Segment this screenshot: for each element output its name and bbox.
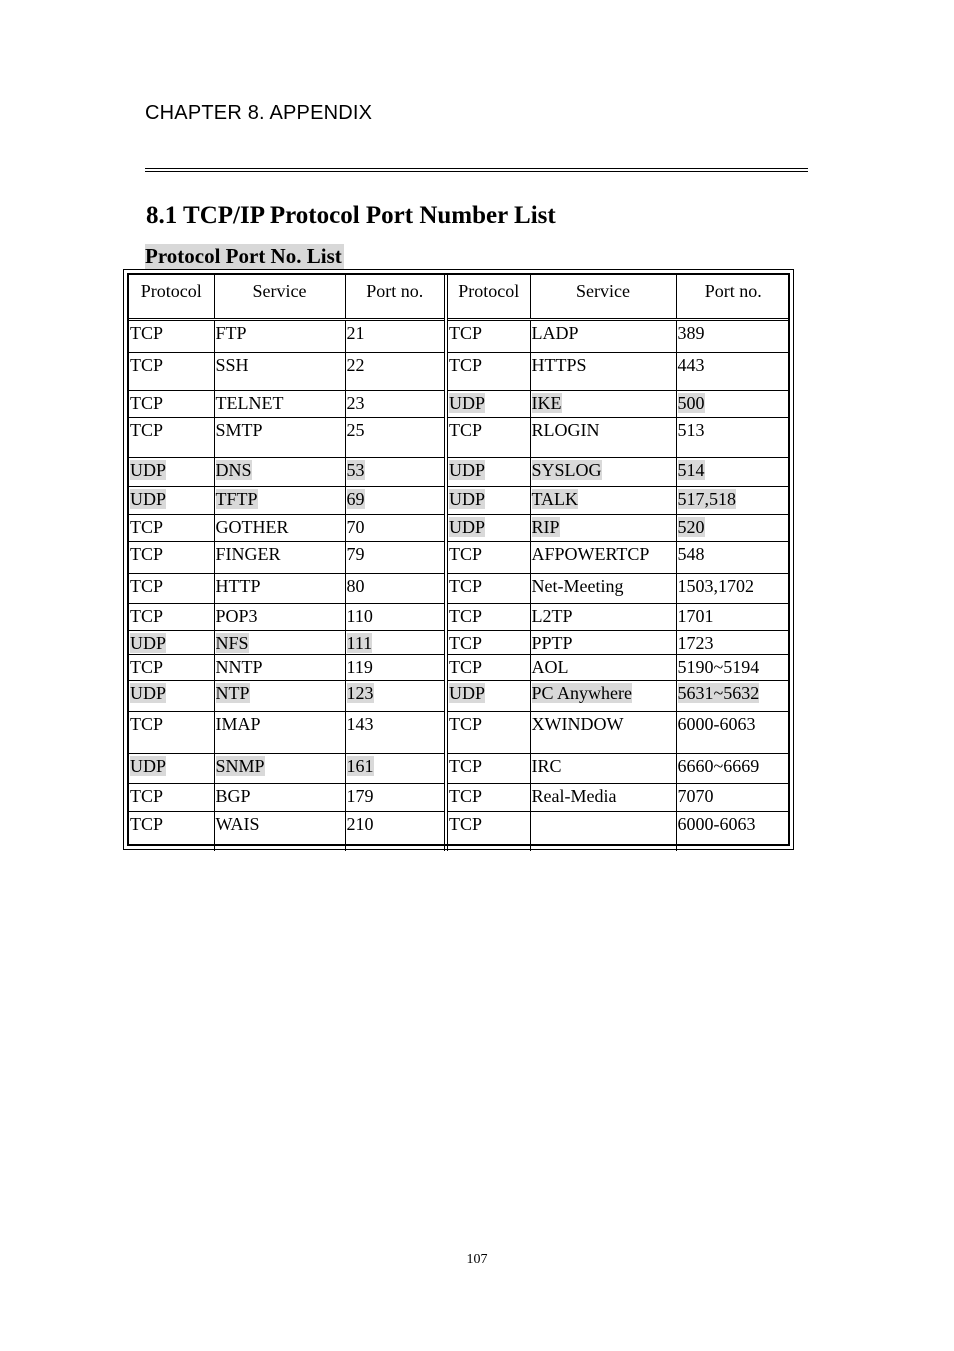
table-cell (530, 514, 676, 541)
table-row (129, 603, 790, 630)
table-cell (214, 711, 345, 753)
table-row (129, 783, 790, 811)
table-cell (530, 352, 676, 390)
table-cell (676, 319, 790, 352)
table-caption: Protocol Port No. List (145, 244, 342, 268)
cell-text: RIP (531, 516, 560, 537)
table-cell (676, 417, 790, 457)
table-cell (446, 603, 530, 630)
table-cell (129, 630, 214, 654)
cell-text: NTP (215, 682, 250, 703)
table-row (129, 319, 790, 352)
port-table-frame (123, 269, 794, 850)
cell-text: 79 (346, 543, 365, 564)
cell-text: 520 (677, 516, 705, 537)
table-cell (345, 541, 446, 573)
cell-text: UDP (449, 392, 486, 413)
table-cell (214, 417, 345, 457)
table-cell (676, 352, 790, 390)
table-cell (676, 486, 790, 514)
cell-text: 6660~6669 (677, 755, 760, 776)
section-title: 8.1 TCP/IP Protocol Port Number List (146, 202, 556, 229)
table-cell (214, 811, 345, 851)
table-cell (345, 603, 446, 630)
cell-text: 548 (677, 543, 705, 564)
table-cell (530, 711, 676, 753)
cell-text: 23 (346, 392, 365, 413)
cell-text: 500 (677, 392, 705, 413)
cell-text: 514 (677, 459, 705, 480)
cell-text: UDP (449, 459, 486, 480)
cell-text: TCP (130, 543, 164, 564)
cell-text: DNS (215, 459, 252, 480)
table-cell (129, 417, 214, 457)
cell-text: TCP (130, 354, 164, 375)
table-row (129, 390, 790, 417)
table-row (129, 486, 790, 514)
table-row (129, 654, 790, 680)
cell-text: TALK (531, 488, 579, 509)
cell-text: 143 (346, 713, 374, 734)
table-cell (214, 352, 345, 390)
cell-text: 69 (346, 488, 365, 509)
cell-text: UDP (130, 488, 167, 509)
table-cell (530, 417, 676, 457)
table-cell (345, 711, 446, 753)
table-cell (446, 417, 530, 457)
table-cell (129, 573, 214, 603)
cell-text: TCP (449, 785, 483, 806)
port-number-table (129, 275, 790, 851)
table-cell (530, 541, 676, 573)
cell-text: 513 (677, 419, 705, 440)
table-cell (345, 753, 446, 783)
table-cell (446, 541, 530, 573)
cell-text: POP3 (215, 605, 258, 626)
table-cell (214, 654, 345, 680)
cell-text: 80 (346, 575, 365, 596)
cell-text: TCP (130, 813, 164, 834)
table-cell (129, 680, 214, 711)
table-cell (214, 514, 345, 541)
cell-text: 25 (346, 419, 365, 440)
table-cell (446, 630, 530, 654)
table-cell (129, 811, 214, 851)
table-cell (676, 783, 790, 811)
table-cell (345, 680, 446, 711)
table-row (129, 352, 790, 390)
cell-text: 21 (346, 322, 365, 343)
table-row (129, 514, 790, 541)
table-cell (446, 390, 530, 417)
cell-text: 1701 (677, 605, 714, 626)
table-cell (214, 541, 345, 573)
table-row (129, 811, 790, 851)
cell-text: 110 (346, 605, 373, 626)
cell-text: 1723 (677, 632, 714, 653)
table-cell (446, 680, 530, 711)
table-cell (129, 486, 214, 514)
cell-text: LADP (531, 322, 579, 343)
table-cell (129, 654, 214, 680)
table-cell (129, 457, 214, 486)
cell-text: TCP (130, 575, 164, 596)
table-cell (345, 457, 446, 486)
cell-text: HTTPS (531, 354, 587, 375)
cell-text: 6000-6063 (677, 813, 756, 834)
cell-text: 119 (346, 656, 373, 677)
table-cell (214, 783, 345, 811)
table-row (129, 417, 790, 457)
cell-text: UDP (130, 459, 167, 480)
table-cell (446, 514, 530, 541)
table-cell (214, 603, 345, 630)
table-cell (530, 603, 676, 630)
table-cell (676, 390, 790, 417)
cell-text: NNTP (215, 656, 263, 677)
table-cell (676, 457, 790, 486)
table-cell (676, 711, 790, 753)
table-cell (345, 390, 446, 417)
table-cell (446, 654, 530, 680)
cell-text: UDP (130, 682, 167, 703)
table-cell (129, 603, 214, 630)
table-cell (345, 654, 446, 680)
table-cell (446, 486, 530, 514)
table-cell (345, 630, 446, 654)
cell-text: TELNET (215, 392, 284, 413)
table-cell (530, 811, 676, 851)
cell-text: TCP (449, 713, 483, 734)
cell-text: UDP (449, 682, 486, 703)
table-cell (345, 811, 446, 851)
chapter-header: CHAPTER 8. APPENDIX (145, 102, 373, 124)
cell-text: TCP (449, 813, 483, 834)
table-cell (129, 711, 214, 753)
table-cell (446, 319, 530, 352)
column-header: Port no. (676, 275, 790, 319)
cell-text: Net-Meeting (531, 575, 624, 596)
table-cell (446, 352, 530, 390)
cell-text: 443 (677, 354, 705, 375)
cell-text: SNMP (215, 755, 265, 776)
table-row (129, 541, 790, 573)
table-cell (214, 630, 345, 654)
table-cell (214, 753, 345, 783)
header-rule-top (145, 168, 808, 169)
cell-text: 389 (677, 322, 705, 343)
cell-text: 517,518 (677, 488, 736, 509)
cell-text: UDP (130, 632, 167, 653)
column-header: Port no. (345, 275, 446, 319)
cell-text: TCP (130, 713, 164, 734)
cell-text: NFS (215, 632, 249, 653)
table-cell (214, 390, 345, 417)
table-cell (530, 319, 676, 352)
cell-text: SMTP (215, 419, 263, 440)
table-cell (676, 811, 790, 851)
cell-text: SSH (215, 354, 249, 375)
table-cell (530, 390, 676, 417)
page-number: 107 (466, 1252, 488, 1267)
table-cell (676, 753, 790, 783)
table-row (129, 753, 790, 783)
table-cell (214, 573, 345, 603)
table-cell (530, 654, 676, 680)
cell-text: 5190~5194 (677, 656, 760, 677)
table-cell (676, 654, 790, 680)
table-cell (129, 319, 214, 352)
cell-text: IRC (531, 755, 562, 776)
cell-text: AFPOWERTCP (531, 543, 650, 564)
cell-text: 123 (346, 682, 374, 703)
table-cell (446, 457, 530, 486)
cell-text: UDP (449, 488, 486, 509)
cell-text: 179 (346, 785, 374, 806)
table-cell (446, 573, 530, 603)
table-cell (345, 352, 446, 390)
table-cell (676, 541, 790, 573)
table-cell (530, 630, 676, 654)
cell-text: TCP (449, 543, 483, 564)
table-row (129, 573, 790, 603)
column-header: Protocol (446, 275, 530, 319)
cell-text: TCP (449, 322, 483, 343)
cell-text: PPTP (531, 632, 573, 653)
table-cell (345, 319, 446, 352)
cell-text: TCP (130, 516, 164, 537)
cell-text: TCP (449, 575, 483, 596)
cell-text: SYSLOG (531, 459, 602, 480)
cell-text: 6000-6063 (677, 713, 756, 734)
table-cell (345, 417, 446, 457)
cell-text: TCP (130, 785, 164, 806)
cell-text: 7070 (677, 785, 714, 806)
table-cell (129, 753, 214, 783)
cell-text: FTP (215, 322, 247, 343)
cell-text: TCP (449, 755, 483, 776)
cell-text: 70 (346, 516, 365, 537)
table-cell (676, 603, 790, 630)
table-cell (530, 457, 676, 486)
table-row (129, 711, 790, 753)
cell-text: TFTP (215, 488, 258, 509)
table-cell (129, 352, 214, 390)
cell-text: 111 (346, 632, 373, 653)
cell-text: RLOGIN (531, 419, 600, 440)
cell-text: Real-Media (531, 785, 617, 806)
table-row (129, 680, 790, 711)
cell-text: TCP (130, 656, 164, 677)
cell-text: IMAP (215, 713, 261, 734)
table-cell (345, 514, 446, 541)
column-header: Service (530, 275, 676, 319)
cell-text: FINGER (215, 543, 281, 564)
cell-text: 22 (346, 354, 365, 375)
port-table-inner-frame (127, 273, 790, 846)
table-row (129, 630, 790, 654)
cell-text: WAIS (215, 813, 260, 834)
cell-text: TCP (130, 605, 164, 626)
table-cell (345, 783, 446, 811)
table-cell (676, 680, 790, 711)
cell-text: BGP (215, 785, 251, 806)
table-cell (530, 680, 676, 711)
table-cell (530, 573, 676, 603)
table-cell (345, 486, 446, 514)
column-header: Service (214, 275, 345, 319)
cell-text: TCP (130, 322, 164, 343)
table-cell (530, 753, 676, 783)
cell-text: PC Anywhere (531, 682, 632, 703)
table-cell (446, 753, 530, 783)
table-cell (530, 783, 676, 811)
cell-text: 161 (346, 755, 374, 776)
cell-text: 5631~5632 (677, 682, 760, 703)
table-cell (129, 514, 214, 541)
cell-text: 53 (346, 459, 365, 480)
cell-text: TCP (449, 632, 483, 653)
cell-text: TCP (449, 605, 483, 626)
table-cell (129, 783, 214, 811)
table-cell (129, 390, 214, 417)
table-cell (345, 573, 446, 603)
table-cell (214, 319, 345, 352)
cell-text: 210 (346, 813, 374, 834)
table-cell (676, 630, 790, 654)
cell-text: TCP (130, 392, 164, 413)
table-cell (214, 680, 345, 711)
table-cell (214, 486, 345, 514)
cell-text: HTTP (215, 575, 261, 596)
cell-text: L2TP (531, 605, 573, 626)
cell-text: XWINDOW (531, 713, 624, 734)
table-header-row (129, 275, 790, 319)
table-cell (446, 711, 530, 753)
table-cell (676, 573, 790, 603)
table-cell (129, 541, 214, 573)
table-cell (530, 486, 676, 514)
cell-text: TCP (449, 656, 483, 677)
cell-text: 1503,1702 (677, 575, 754, 596)
cell-text: TCP (130, 419, 164, 440)
cell-text: TCP (449, 419, 483, 440)
cell-text: TCP (449, 354, 483, 375)
cell-text: GOTHER (215, 516, 289, 537)
table-cell (214, 457, 345, 486)
table-cell (446, 783, 530, 811)
table-cell (676, 514, 790, 541)
table-row (129, 457, 790, 486)
cell-text: IKE (531, 392, 562, 413)
table-cell (446, 811, 530, 851)
cell-text: UDP (449, 516, 486, 537)
cell-text: UDP (130, 755, 167, 776)
column-header: Protocol (129, 275, 214, 319)
cell-text: AOL (531, 656, 569, 677)
header-rule-bottom (145, 171, 808, 172)
